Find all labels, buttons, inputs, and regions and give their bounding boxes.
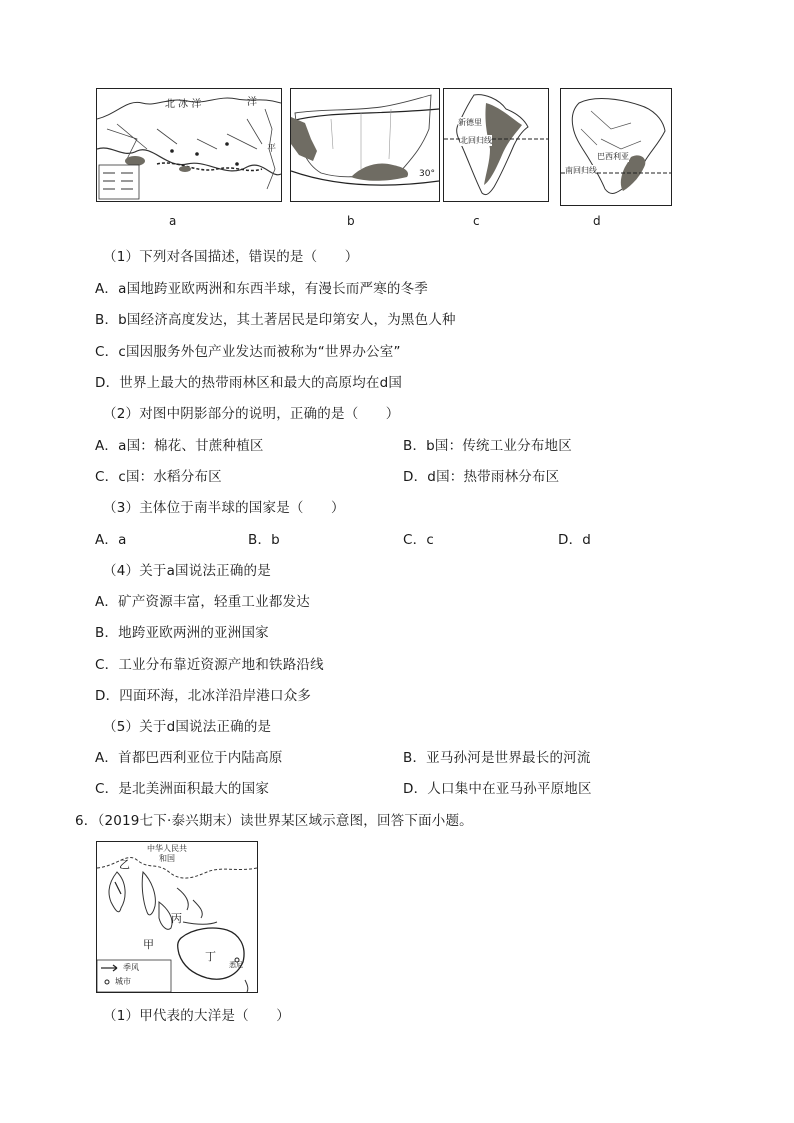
question-3-stem: （3）主体位于南半球的国家是（ ）	[103, 500, 345, 516]
question-2-stem: （2）对图中阴影部分的说明，正确的是（ ）	[103, 406, 400, 422]
question-6-header: 6．（2019七下·泰兴期末）读世界某区域示意图，回答下面小题。	[75, 813, 473, 829]
map-label-city: 悉尼	[229, 961, 243, 969]
question-1-option-b: B．b国经济高度发达，其土著居民是印第安人，为黑色人种	[95, 312, 456, 328]
map-d-tropic-label: 南回归线	[565, 166, 597, 175]
legend-city-label: 城市	[115, 977, 131, 986]
question-4-option-a: A．矿产资源丰富，轻重工业都发达	[95, 594, 310, 610]
map-b-usa	[290, 88, 440, 202]
question-4-option-d: D．四面环海，北冰洋沿岸港口众多	[95, 688, 312, 704]
question-3-option-d: D．d	[558, 532, 592, 548]
question-1-stem: （1）下列对各国描述，错误的是（ ）	[103, 249, 359, 265]
map-a-russia	[96, 88, 282, 202]
map-d-city-label: 巴西利亚	[597, 152, 629, 161]
map-label-jia: 甲	[143, 938, 154, 951]
map-c-india	[443, 88, 549, 202]
question-3-option-b: B．b	[248, 532, 280, 548]
map-c-city-label: 新德里	[458, 118, 482, 127]
question-2-option-d: D．d国：热带雨林分布区	[403, 469, 560, 485]
question-5-option-c: C．是北美洲面积最大的国家	[95, 781, 270, 797]
map-label-ding: 丁	[205, 950, 216, 963]
map-label-a: a	[169, 214, 177, 228]
question-2-option-a: A．a国：棉花、甘蔗种植区	[95, 438, 264, 454]
map-d-brazil	[560, 88, 672, 206]
question-5-option-b: B．亚马孙河是世界最长的河流	[403, 750, 591, 766]
question-4-option-c: C．工业分布靠近资源产地和铁路沿线	[95, 657, 324, 673]
question-1-option-d: D．世界上最大的热带雨林区和最大的高原均在d国	[95, 375, 403, 391]
question-3-option-a: A．a	[95, 532, 127, 548]
map-a-ocean-fragment: 洋	[247, 97, 257, 108]
question-6-sub-1-stem: （1）甲代表的大洋是（ ）	[103, 1008, 290, 1024]
map-label-yi: 乙	[119, 858, 130, 871]
map-c-tropic-label: 北回归线	[460, 136, 492, 145]
question-2-option-b: B．b国：传统工业分布地区	[403, 438, 572, 454]
question-3-option-c: C．c	[403, 532, 434, 548]
question-2-option-c: C．c国：水稻分布区	[95, 469, 222, 485]
question-1-option-c: C．c国因服务外包产业发达而被称为“世界办公室”	[95, 344, 401, 360]
maps-row	[96, 88, 676, 228]
legend-monsoon-label: 季风	[123, 963, 139, 972]
map-label-c: c	[473, 214, 480, 228]
question-4-stem: （4）关于a国说法正确的是	[103, 563, 271, 579]
map-label-country: 中华人民共和国	[147, 844, 187, 863]
question-4-option-b: B．地跨亚欧两洲的亚洲国家	[95, 625, 269, 641]
question-1-option-a: A．a国地跨亚欧两洲和东西半球，有漫长而严寒的冬季	[95, 281, 429, 297]
map-a-ocean-fragment-2: 平	[267, 144, 277, 154]
question-5-option-a: A．首都巴西利亚位于内陆高原	[95, 750, 283, 766]
question-5-option-d: D．人口集中在亚马孙平原地区	[403, 781, 592, 797]
question-5-stem: （5）关于d国说法正确的是	[103, 719, 272, 735]
map-region-southeast-asia	[96, 841, 258, 993]
map-b-latitude-label: 30°	[419, 169, 435, 179]
map-label-b: b	[347, 214, 355, 228]
map-label-d: d	[593, 214, 601, 228]
map-label-bing: 丙	[171, 912, 182, 925]
map-a-sea-label: 北 冰 洋	[165, 99, 202, 110]
